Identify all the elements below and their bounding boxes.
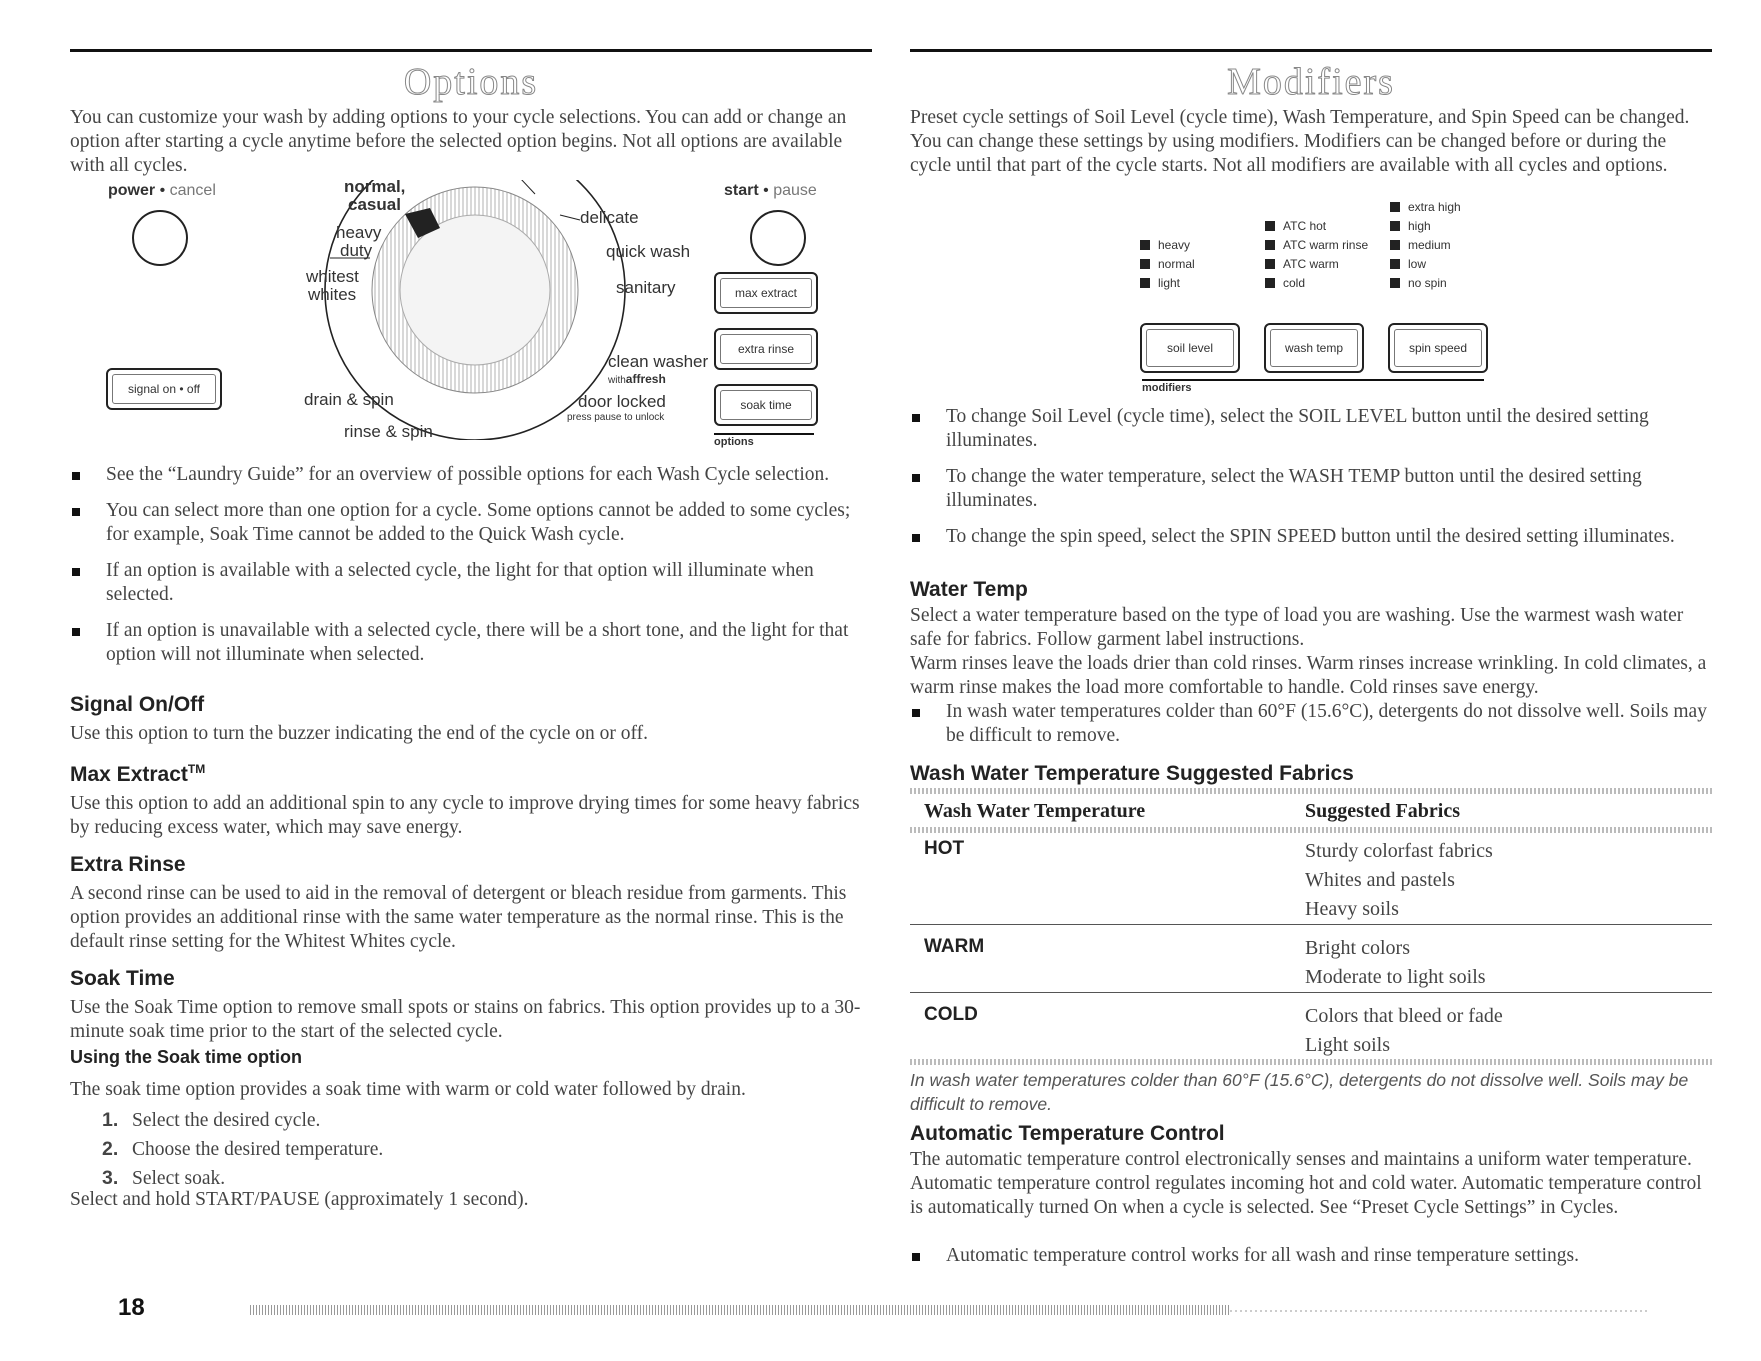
- extra-rinse-text: A second rinse can be used to aid in the removal of detergent or bleach residue from garments. This option provides an additional rinse with the same water temperature as the normal rinse. This is the default rinse setting for the Whitest Whites cycle.: [70, 883, 847, 952]
- table-heading: Wash Water Temperature Suggested Fabrics: [910, 762, 1354, 785]
- soak-step: 1. Select the desired cycle.: [102, 1109, 321, 1131]
- table-col-temp-header: Wash Water Temperature: [924, 800, 1146, 822]
- spin-speed-option: low: [1390, 254, 1461, 273]
- top-rule: [910, 49, 1712, 52]
- table-row-divider: [910, 924, 1712, 925]
- dial-label-with-affresh: withaffresh: [608, 372, 666, 386]
- dial-label-clean-washer: clean washer: [608, 352, 709, 371]
- water-temp-text-2: Warm rinses leave the loads drier than cold rinses. Warm rinses increase wrinkling. In cold climates, a warm rinse makes the load more comfortable to handle. Cold rinses save energy.: [910, 653, 1707, 698]
- wash-temp-option: ATC warm: [1265, 254, 1368, 273]
- soak-time-button[interactable]: [714, 384, 818, 426]
- dial-label-door-locked: door locked: [578, 392, 666, 411]
- signal-text: Use this option to turn the buzzer indicating the end of the cycle on or off.: [70, 723, 648, 744]
- options-bullet: See the “Laundry Guide” for an overview of possible options for each Wash Cycle selection.: [70, 463, 870, 487]
- signal-heading: Signal On/Off: [70, 693, 205, 716]
- table-row-temp: WARM: [924, 936, 985, 957]
- wash-temp-option: cold: [1265, 273, 1368, 292]
- table-row-temp: HOT: [924, 838, 965, 859]
- modifiers-intro: Preset cycle settings of Soil Level (cycle time), Wash Temperature, and Spin Speed can be changed. You can change these settings by using modifiers. Modifiers can be changed before or during the cycle until that part of the cycle starts. Not all modifiers are available with all cycles and options.: [910, 107, 1690, 176]
- power-button[interactable]: [132, 210, 188, 266]
- footer-dotted-band: [250, 1305, 1230, 1315]
- water-temp-bullets: [910, 700, 1710, 760]
- dial-knob-center: [400, 215, 550, 365]
- power-cancel-label: power • cancel: [108, 182, 216, 199]
- soak-sub-heading: Using the Soak time option: [70, 1047, 303, 1067]
- dial-label-sanitary: sanitary: [616, 278, 676, 297]
- options-label: options: [714, 436, 754, 448]
- options-bullet: If an option is available with a selected cycle, the light for that option will illuminate when selected.: [70, 559, 870, 607]
- dial-label-delicate: delicate: [580, 208, 639, 227]
- tick-delicate: [520, 180, 535, 194]
- modifiers-title: Modifiers: [1227, 61, 1395, 103]
- soak-steps: [102, 1106, 383, 1193]
- soak-time-heading: Soak Time: [70, 967, 175, 990]
- options-bullets: [70, 463, 870, 679]
- modifiers-bullet: To change the water temperature, select the WASH TEMP button until the desired setting illuminates.: [910, 465, 1710, 513]
- options-title: Options: [403, 61, 539, 103]
- spin-speed-option: medium: [1390, 235, 1461, 254]
- tick-quick-wash: [560, 215, 580, 220]
- spin-speed-button[interactable]: [1388, 323, 1488, 373]
- modifiers-underline: [1142, 379, 1484, 381]
- atc-bullets: [910, 1244, 1710, 1280]
- top-rule: [70, 49, 872, 52]
- water-temp-heading: Water Temp: [910, 578, 1028, 601]
- max-extract-label: max extract: [720, 278, 812, 308]
- dial-label-heavy-duty: heavy duty: [336, 223, 382, 260]
- modifiers-bullet: To change the spin speed, select the SPIN SPEED button until the desired setting illuminates.: [910, 525, 1710, 549]
- soak-time-text: Use the Soak Time option to remove small spots or stains on fabrics. This option provides up to a 30-minute soak time prior to the start of the selected cycle.: [70, 997, 861, 1042]
- options-control-panel: [70, 177, 872, 448]
- water-temp-bullet: In wash water temperatures colder than 60°F (15.6°C), detergents do not dissolve well. Soils may be difficult to remove.: [910, 700, 1710, 748]
- extra-rinse-heading: Extra Rinse: [70, 853, 186, 876]
- soil-level-option: heavy: [1140, 235, 1195, 254]
- dial-label-whitest-whites: whitest whites: [306, 267, 359, 304]
- max-extract-button[interactable]: [714, 272, 818, 314]
- wash-temp-button[interactable]: [1264, 323, 1364, 373]
- soak-step: 2. Choose the desired temperature.: [102, 1138, 384, 1160]
- water-temp-text: Select a water temperature based on the type of load you are washing. Use the warmest wash water safe for fabrics. Follow garment label instructions.: [910, 605, 1684, 650]
- dial-label-quick-wash: quick wash: [606, 242, 691, 261]
- soak-step: 3. Select soak.: [102, 1167, 226, 1189]
- signal-button-label: signal on • off: [112, 374, 216, 404]
- spin-speed-option: extra high: [1390, 197, 1461, 216]
- soil-level-label: soil level: [1146, 329, 1234, 367]
- modifiers-bullets: [910, 405, 1710, 561]
- dial-label-press-pause: press pause to unlock: [567, 412, 665, 423]
- start-pause-label: start • pause: [724, 182, 817, 199]
- footer-dotted-line: [1230, 1310, 1650, 1312]
- soak-time-label: soak time: [720, 390, 812, 420]
- table-top-dots: [910, 788, 1712, 794]
- atc-bullet: Automatic temperature control works for all wash and rinse temperature settings.: [910, 1244, 1710, 1268]
- extra-rinse-button[interactable]: [714, 328, 818, 370]
- spin-speed-option: high: [1390, 216, 1461, 235]
- options-underline: [714, 433, 814, 435]
- table-col-fabrics-header: Suggested Fabrics: [1305, 800, 1460, 822]
- wash-temp-option: ATC hot: [1265, 216, 1368, 235]
- max-extract-text: Use this option to add an additional spin to any cycle to improve drying times for some heavy fabrics by reducing excess water, which may save energy.: [70, 793, 860, 838]
- modifiers-bullet: To change Soil Level (cycle time), select the SOIL LEVEL button until the desired setting illuminates.: [910, 405, 1710, 453]
- table-row-temp: COLD: [924, 1004, 978, 1025]
- max-extract-heading: Max Extract™: [70, 762, 206, 786]
- options-intro: You can customize your wash by adding options to your cycle selections. You can add or change an option after starting a cycle anytime before the selected option begins. Not all options are available with all cycles.: [70, 107, 847, 176]
- dial-label-normal-casual: normal, casual: [344, 177, 406, 214]
- start-pause-button[interactable]: [750, 210, 806, 266]
- dial-label-drain-spin: drain & spin: [304, 390, 394, 409]
- table-bottom-dots: [910, 1059, 1712, 1065]
- soil-level-legend: [1140, 235, 1195, 292]
- table-row-divider: [910, 992, 1712, 993]
- table-row-fabrics: Bright colors Moderate to light soils: [1305, 937, 1486, 988]
- atc-heading: Automatic Temperature Control: [910, 1122, 1225, 1145]
- modifiers-label: modifiers: [1142, 382, 1192, 394]
- spin-speed-label: spin speed: [1394, 329, 1482, 367]
- extra-rinse-label: extra rinse: [720, 334, 812, 364]
- soak-sub-text: The soak time option provides a soak time with warm or cold water followed by drain.: [70, 1079, 746, 1100]
- soak-final: Select and hold START/PAUSE (approximately 1 second).: [70, 1189, 529, 1210]
- table-note: In wash water temperatures colder than 60°F (15.6°C), detergents do not dissolve well. Soils may be difficult to remove.: [910, 1070, 1689, 1114]
- soil-level-button[interactable]: [1140, 323, 1240, 373]
- options-bullet: You can select more than one option for a cycle. Some options cannot be added to some cycles; for example, Soak Time cannot be added to the Quick Wash cycle.: [70, 499, 870, 547]
- modifiers-control-panel: [910, 195, 1712, 395]
- spin-speed-legend: [1390, 197, 1461, 292]
- wash-temp-option: ATC warm rinse: [1265, 235, 1368, 254]
- spin-speed-option: no spin: [1390, 273, 1461, 292]
- wash-temp-legend: [1265, 216, 1368, 292]
- table-header-dots: [910, 827, 1712, 833]
- dial-label-rinse-spin: rinse & spin: [344, 422, 433, 441]
- soil-level-option: normal: [1140, 254, 1195, 273]
- table-row-fabrics: Sturdy colorfast fabrics Whites and pastels Heavy soils: [1305, 840, 1493, 920]
- options-bullet: If an option is unavailable with a selected cycle, there will be a short tone, and the light for that option will not illuminate when selected.: [70, 619, 870, 667]
- signal-button[interactable]: [106, 368, 222, 410]
- wash-temp-label: wash temp: [1270, 329, 1358, 367]
- table-row-fabrics: Colors that bleed or fade Light soils: [1305, 1005, 1503, 1056]
- page-number: 18: [118, 1294, 145, 1321]
- soil-level-option: light: [1140, 273, 1195, 292]
- atc-text: The automatic temperature control electronically senses and maintains a uniform water temperature. Automatic temperature control regulates incoming hot and cold water. Automatic temperature control is automatically turned On when a cycle is selected. See “Preset Cycle Settings” in Cycles.: [910, 1149, 1702, 1218]
